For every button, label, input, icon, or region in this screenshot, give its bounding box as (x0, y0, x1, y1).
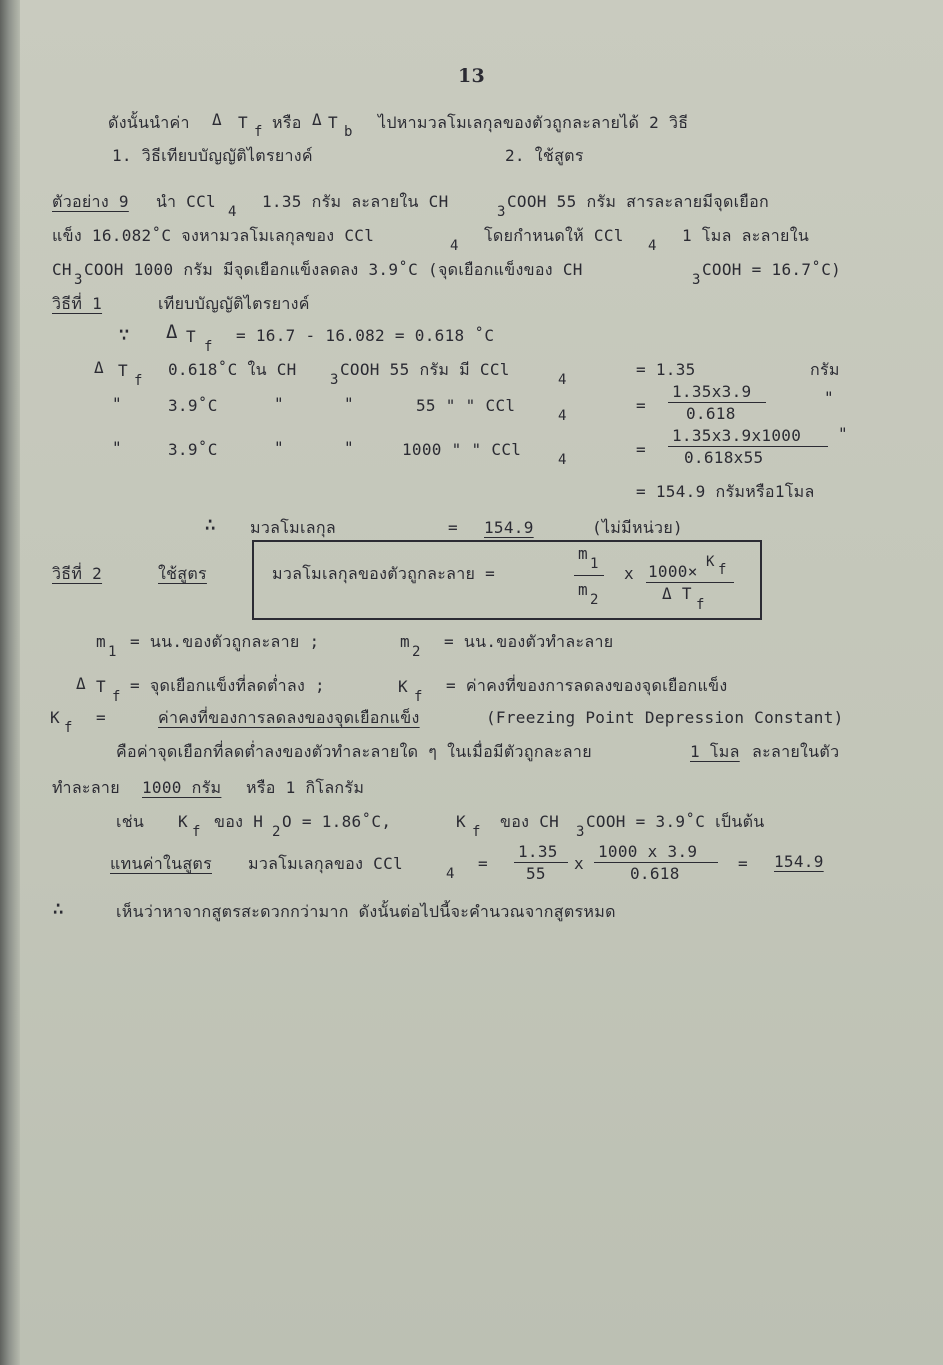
method-2-item: 2. ใช้สูตร (505, 146, 584, 165)
k-symbol: K (50, 708, 60, 727)
t-symbol: T (328, 113, 338, 132)
t-symbol: T (186, 327, 196, 346)
example-text: 1.35 กรัม ละลายใน CH (262, 192, 449, 211)
sub-1: 1 (590, 556, 599, 572)
sub-f: f (718, 562, 727, 578)
fraction-bar (594, 862, 718, 863)
m1-definition: = นน.ของตัวถูกละลาย ; (130, 632, 320, 651)
therefore-symbol: ∴ (204, 512, 217, 536)
formula-denominator: Δ T (662, 584, 692, 603)
sub-4: 4 (558, 372, 567, 388)
row-1-a: 0.618˚C ใน CH (168, 360, 297, 379)
page-number: 13 (458, 65, 486, 87)
sub-4: 4 (228, 204, 237, 220)
times-symbol: x (624, 564, 634, 583)
fraction-bar (646, 582, 734, 583)
acetic-a: ของ CH (500, 812, 560, 831)
m-symbol: m (578, 544, 588, 563)
sub-f: f (204, 339, 213, 355)
sub-4: 4 (558, 408, 567, 424)
final-label: มวลโมเลกุล (250, 518, 336, 537)
equals: = (448, 518, 458, 537)
substitute-label: แทนค่าในสูตร (110, 854, 212, 873)
dtf-definition: = จุดเยือกแข็งที่ลดต่ำลง ; (130, 676, 325, 695)
intro-text-a: ดังนั้นนำค่า (108, 113, 190, 132)
substitute-result: 154.9 (774, 852, 824, 871)
sub-f: f (254, 124, 263, 140)
example-text: COOH 1000 กรัม มีจุดเยือกแข็งลดลง 3.9˚C (จุดเยือกแข็งของ CH (84, 260, 583, 279)
fraction-bar (668, 446, 828, 447)
fraction-bar (668, 402, 766, 403)
example-text: นำ CCl (156, 192, 216, 211)
t-symbol: T (238, 113, 248, 132)
kf-name-english: (Freezing Point Depression Constant) (486, 708, 844, 727)
sub-3: 3 (74, 272, 83, 288)
equals: = (636, 440, 646, 459)
method-2-label: วิธีที่ 2 (52, 564, 103, 583)
example-text: โดยกำหนดให้ CCl (484, 226, 624, 245)
formula-text: มวลโมเลกุลของตัวถูกละลาย = (272, 564, 496, 583)
example-text: CH (52, 260, 72, 279)
row-3-numerator: 1.35x3.9x1000 (672, 426, 802, 445)
ditto-mark: " (112, 394, 122, 413)
delta-symbol: Δ (94, 358, 104, 377)
m-symbol: m (578, 580, 588, 599)
row-3-b: 1000 " " CCl (402, 440, 522, 459)
ditto-mark: " (344, 438, 354, 457)
row-2-b: 55 " " CCl (416, 396, 516, 415)
method-1-item: 1. วิธีเทียบบัญญัติไตรยางค์ (112, 146, 313, 165)
method-2-title: ใช้สูตร (158, 564, 207, 583)
sub-3: 3 (497, 204, 506, 220)
kf-explain-d: หรือ 1 กิโลกรัม (246, 778, 365, 797)
sub-numerator-2: 1000 x 3.9 (598, 842, 698, 861)
because-symbol: ∵ (118, 322, 131, 346)
intro-text-b: ไปหามวลโมเลกุลของตัวถูกละลายได้ 2 วิธี (378, 113, 689, 132)
or-text: หรือ (272, 113, 302, 132)
fraction-bar (574, 575, 604, 576)
row-2-denominator: 0.618 (686, 404, 736, 423)
sub-b: b (344, 124, 353, 140)
result-line: = 154.9 กรัมหรือ1โมล (636, 482, 815, 501)
equals: = (636, 396, 646, 415)
t-symbol: T (96, 677, 106, 696)
ditto-mark: " (344, 394, 354, 413)
delta-symbol: Δ (76, 674, 86, 693)
conclusion: เห็นว่าหาจากสูตรสะดวกกว่ามาก ดังนั้นต่อไปนี้จะคำนวณจากสูตรหมด (116, 902, 616, 921)
kf-explain-b: ละลายในตัว (752, 742, 840, 761)
ditto-mark: " (112, 438, 122, 457)
binding-edge (0, 0, 20, 1365)
kf-definition: = ค่าคงที่ของการลดลงของจุดเยือกแข็ง (446, 676, 728, 695)
step-1: = 16.7 - 16.082 = 0.618 ˚C (236, 326, 495, 345)
equals: = (478, 854, 488, 873)
fraction-bar (514, 862, 568, 863)
sub-f: f (696, 597, 705, 613)
kf-explain-c: ทำละลาย (52, 778, 120, 797)
ditto-mark: " (824, 388, 834, 407)
method-1-label: วิธีที่ 1 (52, 294, 103, 313)
row-3-a: 3.9˚C (168, 440, 218, 459)
row-3-denominator: 0.618x55 (684, 448, 764, 467)
sub-f: f (134, 373, 143, 389)
substitute-text: มวลโมเลกุลของ CCl (248, 854, 403, 873)
delta-symbol: Δ (312, 110, 322, 129)
sub-4: 4 (648, 238, 657, 254)
kf-explain-mole: 1 โมล (690, 742, 740, 761)
row-2-numerator: 1.35x3.9 (672, 382, 752, 401)
m-symbol: m (96, 632, 106, 651)
sub-f: f (472, 824, 481, 840)
k-symbol: K (398, 677, 408, 696)
sub-2: 2 (272, 824, 281, 840)
sub-3: 3 (330, 372, 339, 388)
kf-name-thai: ค่าคงที่ของการลดลงของจุดเยือกแข็ง (158, 708, 420, 727)
example-text: 1 โมล ละลายใน (682, 226, 810, 245)
sub-f: f (64, 720, 73, 736)
sub-4: 4 (450, 238, 459, 254)
example-label: ตัวอย่าง 9 (52, 192, 129, 211)
final-note: (ไม่มีหน่วย) (592, 518, 683, 537)
ditto-mark: " (838, 424, 848, 443)
delta-symbol: Δ (166, 321, 178, 343)
sub-4: 4 (558, 452, 567, 468)
sub-f: f (414, 689, 423, 705)
equals: = (96, 708, 106, 727)
sub-2: 2 (412, 644, 421, 660)
water-b: O = 1.86˚C, (282, 812, 392, 831)
sub-3: 3 (692, 272, 701, 288)
example-text: แข็ง 16.082˚C จงหามวลโมเลกุลของ CCl (52, 226, 375, 245)
m-symbol: m (400, 632, 410, 651)
equals: = (738, 854, 748, 873)
method-1-title: เทียบบัญญัติไตรยางค์ (158, 294, 310, 313)
row-1-unit: กรัม (810, 360, 840, 379)
k-symbol: K (178, 812, 188, 831)
final-value: 154.9 (484, 518, 534, 537)
times-symbol: x (574, 854, 584, 873)
delta-symbol: Δ (212, 110, 222, 129)
ditto-mark: " (274, 394, 284, 413)
row-2-a: 3.9˚C (168, 396, 218, 415)
sub-denominator-1: 55 (526, 864, 546, 883)
example-text: COOH = 16.7˚C) (702, 260, 842, 279)
row-1-b: COOH 55 กรัม มี CCl (340, 360, 510, 379)
kf-explain-mass: 1000 กรัม (142, 778, 222, 797)
sub-denominator-2: 0.618 (630, 864, 680, 883)
k-symbol: K (706, 554, 715, 570)
m2-definition: = นน.ของตัวทำละลาย (444, 632, 614, 651)
example-text: COOH 55 กรัม สารละลายมีจุดเยือก (507, 192, 769, 211)
formula-numerator: 1000× (648, 562, 698, 581)
sub-f: f (112, 689, 121, 705)
therefore-symbol: ∴ (52, 896, 65, 920)
k-symbol: K (456, 812, 466, 831)
example-word: เช่น (116, 812, 145, 831)
t-symbol: T (118, 361, 128, 380)
row-1-c: = 1.35 (636, 360, 696, 379)
water-a: ของ H (214, 812, 264, 831)
sub-numerator-1: 1.35 (518, 842, 558, 861)
sub-f: f (192, 824, 201, 840)
acetic-b: COOH = 3.9˚C เป็นต้น (586, 812, 765, 831)
sub-4: 4 (446, 866, 455, 882)
ditto-mark: " (274, 438, 284, 457)
sub-1: 1 (108, 644, 117, 660)
kf-explain-a: คือค่าจุดเยือกที่ลดต่ำลงของตัวทำละลายใด ๆ ในเมื่อมีตัวถูกละลาย (116, 742, 592, 761)
sub-2: 2 (590, 592, 599, 608)
sub-3: 3 (576, 824, 585, 840)
